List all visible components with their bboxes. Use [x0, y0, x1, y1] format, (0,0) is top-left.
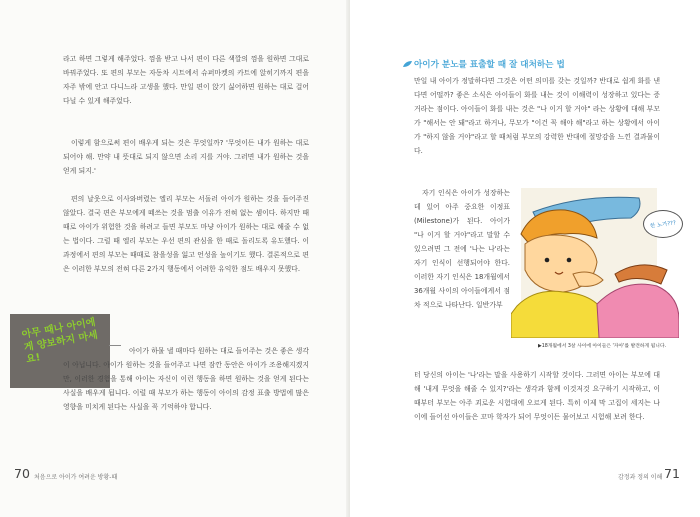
right-paragraph-2: 자기 인식은 아이가 성장하는 데 있어 아주 중요한 이정표(Milestone)가 된다. 아이가 "나 이거 할 거야"라고 말할 수 있으려면 그 전에 '나는 나'라는 자기 인식이 선행되어야 한다. 이러한 자기 인식은 18개월에서 36개월 사이의 아이들에게서 점차 적으로 나타난다. 일반가부 — [414, 189, 510, 309]
left-paragraph-2: 이렇게 함으로써 편이 배우게 되는 것은 무엇일까? '무엇이든 내가 원하는 대로 되어야 해. 만약 내 뜻대로 되지 않으면 소리 지를 거야. 그러면 내가 원하는 것을 얻게 되지.' — [63, 139, 309, 175]
right-paragraph-1: 만일 내 아이가 정말하다면 그것은 어떤 의미를 갖는 것일까? 반대로 쉽게 화를 낸다면 어떨까? 좋은 소식은 아이들이 화를 내는 것이 이해력이 성장하고 있다는 증거라는 점이다. 아이들이 화를 내는 것은 "나 이거 할 거야" 라는 상황에 대해 부모가 "해서는 안 돼"라고 하거나, 무모가 "이건 꼭 해야 해"라고 하는 상황에서 아이가 "하지 않을 거야"라고 할 때처럼 부모의 강력한 반대에 절망감을 느낀 결과물이다. — [414, 77, 660, 155]
heading-leaf-icon — [402, 60, 414, 68]
page-number-left: 70 — [14, 466, 30, 481]
folio-right: 감정과 정의 이해 — [618, 474, 663, 481]
left-paragraph-3: 편의 날웃으로 이사와버렸는 엘리 부모는 서돌러 아이가 원하는 것을 들어주진 않았다. 결국 편은 부모에게 떼쓰는 것을 멈출 이유가 전혀 없는 셈이다. 하지만 때때로 아이가 위험한 것을 하려고 들면 부모도 마냥 아이가 원하는 대로 해줄 수 없는 법이다. 그럴 때 엘리 부모는 우선 편의 관심을 한 때로 돌리도록 유도했다. 이 과정에서 편의 부모는 때때로 참을성을 잃고 언성을 높이기도 했다. 결론적으로 편은 이러한 부모의 전혀 다른 2가지 행동에서 어려한 유익한 점도 배우지 못했다. — [63, 195, 309, 273]
folio-left: 처음으로 아이가 여려운 방황-때 — [34, 474, 118, 481]
left-paragraph-4: 아이가 하물 낼 때마다 원하는 대로 들어주는 것은 좋은 생각이 아닙니다. 아이가 원하는 것을 들어주고 나면 잠깐 동안은 아이가 조용해지겠지만, 이러한 경험을 통해 아이는 자신이 이런 행동을 하면 원하는 것을 얻게 된다는 사실을 배우게 됩니다. 이럴 때 부모가 하는 행동이 아이의 감정 표출 방법에 많은 영향을 미치게 된다는 사실을 꼭 기억하야 합니다. — [63, 347, 309, 411]
page-number-right: 71 — [664, 466, 680, 481]
speech-bubble — [643, 210, 683, 238]
left-paragraph-1: 라고 하면 그렇게 해주었다. 껌을 받고 나서 편이 다른 색깔의 껌을 원하면 그대로 바꿔주었다. 또 편의 부모는 자동차 시트에서 슈퍼마켓의 카트에 앉히기까지 편을 자주 밖에 안고 다니느라 고생을 했다. 만일 편이 앉기 싫어하면 원하는 대로 걸어 다닐 수 있게 해주었다. — [63, 55, 309, 105]
speech-bubble-text: 한 노가??? — [649, 220, 677, 230]
illustration-caption: ▶18개월에서 3살 사이에 아이들은 '자아'를 발견하게 됩니다. — [538, 344, 667, 349]
right-paragraph-3: 터 당신의 아이는 '나'라는 말을 사용하기 시작할 것이다. 그러면 아이는 부모에 대해 '내게 무엇을 해줄 수 있지?'라는 생각과 함께 이것저것 요구하기 시작하고, 이때부터 부모는 아주 괴로운 시험대에 오르게 된다. 특히 이제 막 고집이 세지는 나이에 들어선 아이들은 꼬마 학자가 되어 무엇이든 물어보고 시험해 보려 한다. — [414, 371, 660, 421]
tip-text: 아무 때나 아이에게 양보하지 마세요! — [21, 317, 99, 366]
section-heading: 아이가 분노를 표출할 때 잘 대처하는 법 — [414, 60, 565, 70]
